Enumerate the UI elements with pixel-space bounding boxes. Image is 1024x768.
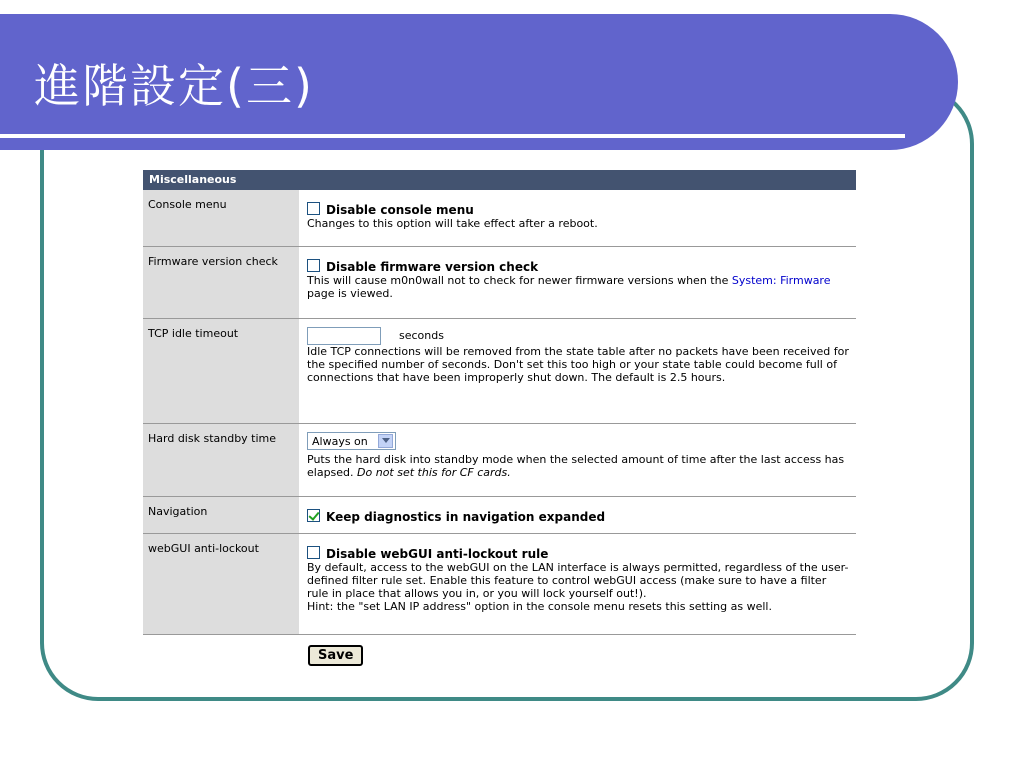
row-hdd-standby <box>143 424 856 497</box>
anti-lockout-label: webGUI anti-lockout <box>143 534 299 634</box>
hdd-standby-label: Hard disk standby time <box>143 424 299 496</box>
settings-panel <box>143 170 856 666</box>
tcp-idle-label: TCP idle timeout <box>143 319 299 423</box>
hdd-standby-select[interactable] <box>307 432 396 450</box>
console-menu-value <box>299 190 856 246</box>
row-save <box>143 635 856 666</box>
row-console-menu <box>143 190 856 247</box>
firmware-desc-after: page is viewed. <box>307 287 393 300</box>
slide-title: 進階設定(三) <box>34 59 314 113</box>
firmware-desc-before: This will cause m0n0wall not to check for newer firmware versions when the <box>307 274 732 287</box>
tcp-idle-unit: seconds <box>399 329 444 342</box>
title-underline <box>0 134 905 138</box>
console-menu-checkbox-label: Disable console menu <box>326 203 474 217</box>
row-navigation <box>143 497 856 534</box>
firmware-check-label: Firmware version check <box>143 247 299 318</box>
anti-lockout-description: By default, access to the webGUI on the LAN interface is always permitted, regardless of the user-defined filter rule set. Enable this feature to control webGUI access (make sure to have a filter rule in place that allows you in, or you will lock yourself out!). <box>307 561 849 600</box>
save-row-spacer <box>143 635 299 666</box>
firmware-check-value <box>299 247 856 318</box>
system-firmware-link[interactable]: System: Firmware <box>731 274 831 287</box>
console-menu-description: Changes to this option will take effect after a reboot. <box>307 217 598 230</box>
hdd-standby-desc-text: Puts the hard disk into standby mode when the selected amount of time after the last access has elapsed. <box>307 453 845 479</box>
tcp-idle-description: Idle TCP connections will be removed from the state table after no packets have been received for the specified number of seconds. Don't set this too high or your state table could become full of connections that have been improperly shut down. The default is 2.5 hours. <box>307 345 849 384</box>
console-menu-checkbox[interactable] <box>307 202 320 215</box>
navigation-checkbox[interactable] <box>307 509 320 522</box>
firmware-check-checkbox[interactable] <box>307 259 320 272</box>
anti-lockout-checkbox-label: Disable webGUI anti-lockout rule <box>326 547 549 561</box>
console-menu-label: Console menu <box>143 190 299 246</box>
hdd-standby-value <box>299 424 856 496</box>
hdd-standby-selected: Always on <box>312 434 368 448</box>
save-button[interactable]: Save <box>308 645 363 666</box>
row-anti-lockout <box>143 534 856 635</box>
anti-lockout-checkbox[interactable] <box>307 546 320 559</box>
navigation-value <box>299 497 856 533</box>
tcp-idle-value <box>299 319 856 423</box>
firmware-check-description <box>307 274 850 300</box>
navigation-label: Navigation <box>143 497 299 533</box>
anti-lockout-hint: Hint: the "set LAN IP address" option in the console menu resets this setting as well. <box>307 600 772 613</box>
hdd-standby-note: Do not set this for CF cards. <box>357 466 511 479</box>
row-tcp-idle <box>143 319 856 424</box>
anti-lockout-value <box>299 534 856 634</box>
tcp-idle-input[interactable] <box>307 327 381 345</box>
firmware-check-checkbox-label: Disable firmware version check <box>326 260 539 274</box>
panel-header: Miscellaneous <box>143 170 856 190</box>
chevron-down-icon[interactable] <box>378 434 393 448</box>
navigation-checkbox-label: Keep diagnostics in navigation expanded <box>326 510 606 524</box>
row-firmware-check <box>143 247 856 319</box>
title-band <box>0 14 958 150</box>
hdd-standby-description <box>307 453 850 479</box>
